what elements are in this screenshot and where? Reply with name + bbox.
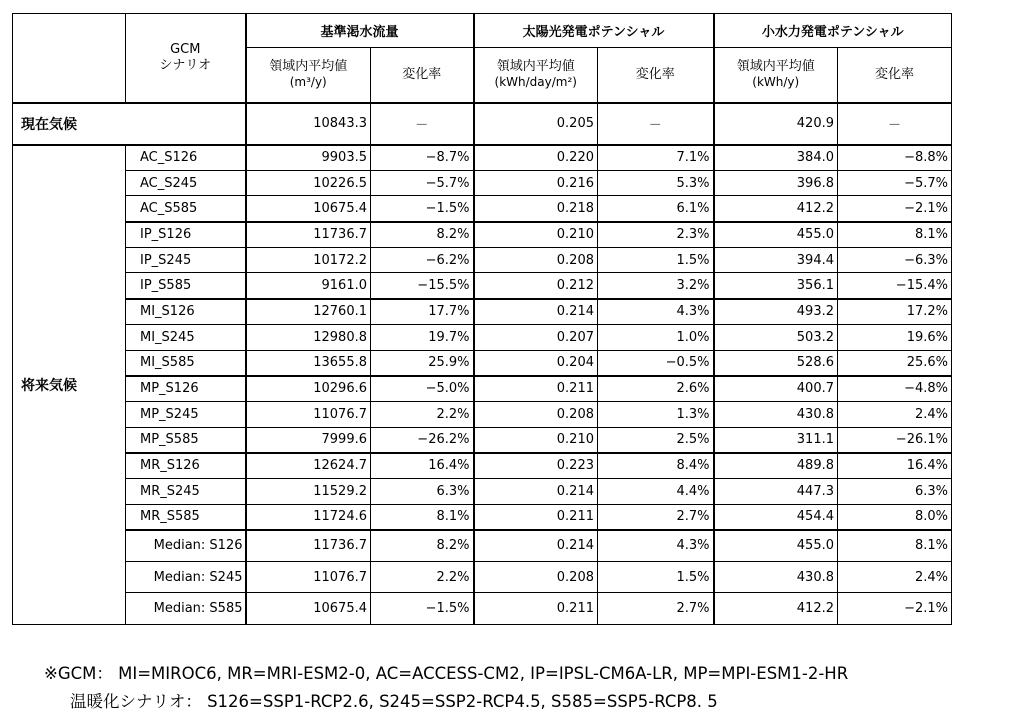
value-cell: 311.1 (714, 427, 838, 453)
value-cell: −1.5% (371, 196, 474, 222)
value-cell: 396.8 (714, 170, 838, 196)
table-row (13, 478, 952, 504)
median-label: Median: S126 (126, 530, 246, 562)
value-cell: 10675.4 (246, 196, 371, 222)
value-cell: −6.3% (838, 247, 952, 273)
value-cell: 400.7 (714, 376, 838, 402)
value-cell: 1.0% (598, 324, 714, 350)
value-cell: 0.223 (474, 453, 598, 479)
scenario-label: MP_S126 (126, 376, 246, 402)
value-cell: 10172.2 (246, 247, 371, 273)
value-cell: 6.3% (371, 478, 474, 504)
table-row (13, 324, 952, 350)
value-cell: 430.8 (714, 401, 838, 427)
header-sub-2 (474, 48, 598, 103)
value-cell: −5.7% (838, 170, 952, 196)
value-cell: −8.8% (838, 145, 952, 171)
value-cell: 4.3% (598, 299, 714, 325)
value-cell: 25.6% (838, 350, 952, 376)
value-cell: −4.8% (838, 376, 952, 402)
value-cell: −8.7% (371, 145, 474, 171)
value-cell: 2.7% (598, 504, 714, 530)
header-group-0: 基準渇水流量 (246, 14, 474, 48)
value-cell: 9903.5 (246, 145, 371, 171)
median-value-cell: 10675.4 (246, 593, 371, 625)
value-cell: 2.6% (598, 376, 714, 402)
median-value-cell: 4.3% (598, 530, 714, 562)
header-sub-label: 変化率 (635, 66, 675, 82)
note-scenario: 温暖化シナリオ： S126=SSP1-RCP2.6, S245=SSP2-RCP4.5, S585=SSP5-RCP8. 5 (70, 692, 718, 711)
value-cell: 9161.0 (246, 273, 371, 299)
note-gcm: ※GCM： MI=MIROC6, MR=MRI-ESM2-0, AC=ACCESS-CM2, IP=IPSL-CM6A-LR, MP=MPI-ESM1-2-HR (44, 664, 849, 683)
current-cell: 10843.3 (246, 103, 371, 145)
median-value-cell: 8.2% (371, 530, 474, 562)
scenario-label: MI_S245 (126, 324, 246, 350)
median-value-cell: 455.0 (714, 530, 838, 562)
value-cell: 5.3% (598, 170, 714, 196)
value-cell: 1.3% (598, 401, 714, 427)
header-sub-1 (371, 48, 474, 103)
scenario-label: AC_S585 (126, 196, 246, 222)
current-cell: － (598, 103, 714, 145)
value-cell: 25.9% (371, 350, 474, 376)
value-cell: 16.4% (838, 453, 952, 479)
value-cell: 0.208 (474, 247, 598, 273)
scenario-label: IP_S126 (126, 222, 246, 248)
scenario-label: MP_S245 (126, 401, 246, 427)
value-cell: 10226.5 (246, 170, 371, 196)
scenario-label: MP_S585 (126, 427, 246, 453)
value-cell: −6.2% (371, 247, 474, 273)
table-row (13, 273, 952, 299)
header-group-2: 小水力発電ポテンシャル (714, 14, 952, 48)
value-cell: 11076.7 (246, 401, 371, 427)
value-cell: −5.0% (371, 376, 474, 402)
value-cell: 16.4% (371, 453, 474, 479)
value-cell: 1.5% (598, 247, 714, 273)
header-sub-label: 領域内平均値 (269, 59, 348, 75)
value-cell: 8.1% (371, 504, 474, 530)
value-cell: −15.4% (838, 273, 952, 299)
value-cell: −15.5% (371, 273, 474, 299)
table-row (13, 170, 952, 196)
value-cell: −5.7% (371, 170, 474, 196)
value-cell: 0.214 (474, 478, 598, 504)
value-cell: 7.1% (598, 145, 714, 171)
header-row-groups (13, 14, 952, 48)
value-cell: 493.2 (714, 299, 838, 325)
value-cell: 11529.2 (246, 478, 371, 504)
value-cell: 394.4 (714, 247, 838, 273)
header-sub-label: 変化率 (874, 66, 914, 82)
header-sub-3 (598, 48, 714, 103)
value-cell: 17.7% (371, 299, 474, 325)
future-climate-label: 将来気候 (13, 145, 126, 625)
median-label: Median: S245 (126, 561, 246, 593)
median-value-cell: 8.1% (838, 530, 952, 562)
value-cell: 6.3% (838, 478, 952, 504)
value-cell: 412.2 (714, 196, 838, 222)
scenario-label: AC_S126 (126, 145, 246, 171)
value-cell: 19.6% (838, 324, 952, 350)
header-sub-unit: (kWh/y) (752, 75, 800, 90)
value-cell: 13655.8 (246, 350, 371, 376)
value-cell: 528.6 (714, 350, 838, 376)
median-value-cell: 430.8 (714, 561, 838, 593)
header-gcm-line1: GCM (170, 41, 201, 57)
median-label: Median: S585 (126, 593, 246, 625)
results-table (12, 13, 952, 625)
scenario-label: IP_S245 (126, 247, 246, 273)
value-cell: 8.4% (598, 453, 714, 479)
value-cell: 447.3 (714, 478, 838, 504)
median-value-cell: 1.5% (598, 561, 714, 593)
value-cell: −26.1% (838, 427, 952, 453)
scenario-label: AC_S245 (126, 170, 246, 196)
header-gcm-line2: シナリオ (159, 57, 212, 73)
current-cell: － (371, 103, 474, 145)
scenario-label: MR_S585 (126, 504, 246, 530)
value-cell: 3.2% (598, 273, 714, 299)
median-row (13, 593, 952, 625)
header-sub-unit: (m³/y) (289, 75, 327, 90)
value-cell: 2.4% (838, 401, 952, 427)
value-cell: 6.1% (598, 196, 714, 222)
scenario-label: MR_S245 (126, 478, 246, 504)
value-cell: −26.2% (371, 427, 474, 453)
value-cell: 17.2% (838, 299, 952, 325)
value-cell: 4.4% (598, 478, 714, 504)
table-row (13, 401, 952, 427)
header-sub-label: 領域内平均値 (736, 59, 815, 75)
value-cell: 2.3% (598, 222, 714, 248)
header-sub-5 (838, 48, 952, 103)
value-cell: 2.5% (598, 427, 714, 453)
value-cell: 11724.6 (246, 504, 371, 530)
value-cell: 10296.6 (246, 376, 371, 402)
value-cell: 11736.7 (246, 222, 371, 248)
value-cell: 0.218 (474, 196, 598, 222)
median-row (13, 561, 952, 593)
median-value-cell: 0.214 (474, 530, 598, 562)
table-row (13, 504, 952, 530)
median-row (13, 530, 952, 562)
value-cell: 0.211 (474, 504, 598, 530)
value-cell: 7999.6 (246, 427, 371, 453)
value-cell: −2.1% (838, 196, 952, 222)
value-cell: 12760.1 (246, 299, 371, 325)
value-cell: 356.1 (714, 273, 838, 299)
value-cell: 455.0 (714, 222, 838, 248)
table-row (13, 222, 952, 248)
value-cell: 0.207 (474, 324, 598, 350)
value-cell: 2.2% (371, 401, 474, 427)
scenario-label: MI_S126 (126, 299, 246, 325)
value-cell: 0.212 (474, 273, 598, 299)
value-cell: 8.0% (838, 504, 952, 530)
value-cell: 0.208 (474, 401, 598, 427)
header-sub-unit: (kWh/day/m²) (494, 75, 577, 90)
value-cell: 0.211 (474, 376, 598, 402)
value-cell: 0.214 (474, 299, 598, 325)
header-gcm-scenario (126, 14, 246, 103)
header-sub-label: 領域内平均値 (496, 59, 575, 75)
header-sub-0 (246, 48, 371, 103)
header-sub-label: 変化率 (402, 66, 442, 82)
median-value-cell: 2.7% (598, 593, 714, 625)
median-value-cell: 412.2 (714, 593, 838, 625)
median-value-cell: −1.5% (371, 593, 474, 625)
value-cell: 8.2% (371, 222, 474, 248)
value-cell: 0.210 (474, 222, 598, 248)
value-cell: 8.1% (838, 222, 952, 248)
value-cell: 12980.8 (246, 324, 371, 350)
median-value-cell: 0.211 (474, 593, 598, 625)
current-climate-label: 現在気候 (13, 103, 246, 145)
current-cell: － (838, 103, 952, 145)
value-cell: 0.204 (474, 350, 598, 376)
table-row (13, 453, 952, 479)
header-group-1: 太陽光発電ポテンシャル (474, 14, 714, 48)
value-cell: −0.5% (598, 350, 714, 376)
row-current-climate (13, 103, 952, 145)
value-cell: 489.8 (714, 453, 838, 479)
table-row (13, 427, 952, 453)
median-value-cell: 2.4% (838, 561, 952, 593)
scenario-label: IP_S585 (126, 273, 246, 299)
median-value-cell: 2.2% (371, 561, 474, 593)
header-blank (13, 14, 126, 103)
value-cell: 12624.7 (246, 453, 371, 479)
median-value-cell: 11076.7 (246, 561, 371, 593)
table-row (13, 196, 952, 222)
value-cell: 503.2 (714, 324, 838, 350)
value-cell: 19.7% (371, 324, 474, 350)
median-value-cell: 11736.7 (246, 530, 371, 562)
table-row (13, 350, 952, 376)
value-cell: 0.220 (474, 145, 598, 171)
value-cell: 384.0 (714, 145, 838, 171)
header-sub-4 (714, 48, 838, 103)
table-row (13, 145, 952, 171)
scenario-label: MR_S126 (126, 453, 246, 479)
table-row (13, 299, 952, 325)
current-cell: 420.9 (714, 103, 838, 145)
scenario-label: MI_S585 (126, 350, 246, 376)
value-cell: 0.210 (474, 427, 598, 453)
value-cell: 0.216 (474, 170, 598, 196)
median-value-cell: −2.1% (838, 593, 952, 625)
current-cell: 0.205 (474, 103, 598, 145)
table-row (13, 376, 952, 402)
value-cell: 454.4 (714, 504, 838, 530)
table-row (13, 247, 952, 273)
median-value-cell: 0.208 (474, 561, 598, 593)
